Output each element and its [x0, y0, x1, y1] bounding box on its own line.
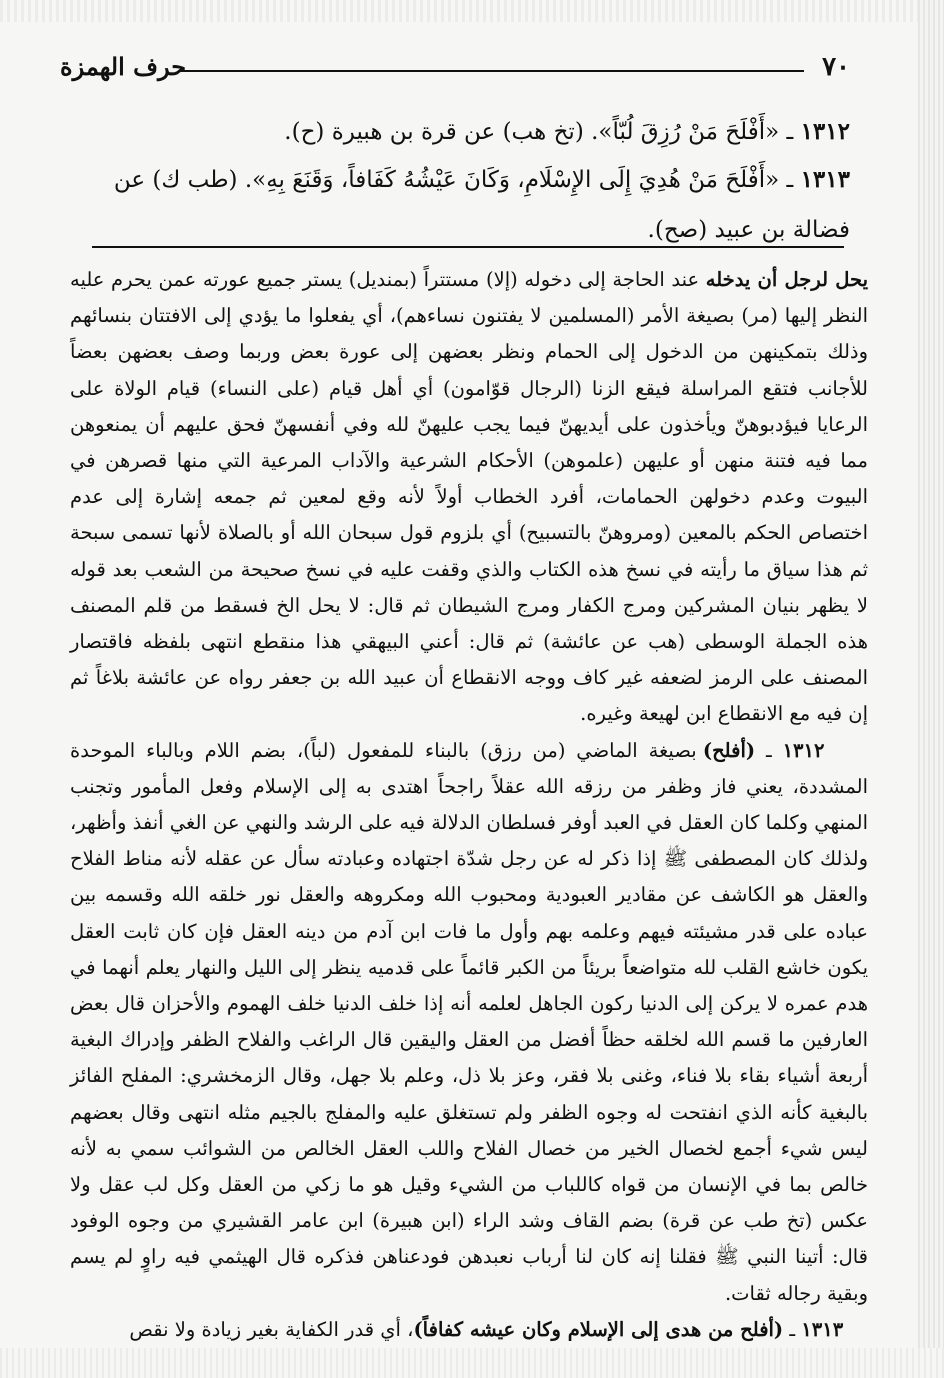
running-title: حرف الهمزة [60, 52, 187, 81]
hadith-text: «أَفْلَحَ مَنْ هُدِيَ إِلَى الإِسْلَامِ، وَكَانَ عَيْشُهُ كَفَافاً، وَقَنَعَ بِهِ». (طب ك) عن فضالة بن عبيد (صح). [113, 167, 850, 243]
page-header [60, 52, 850, 92]
commentary-lead: (أفلح) [702, 738, 756, 762]
scan-edge-spine [918, 0, 944, 1378]
commentary-lead: يحل لرجل أن يدخله [705, 268, 868, 291]
hadith-number: ١٣١٢ [800, 118, 850, 145]
hadith-text: «أَفْلَحَ مَنْ رُزِقَ لُبّاً». (تخ هب) عن قرة بن هبيرة (ح). [284, 119, 780, 145]
scan-edge-top [0, 0, 944, 22]
commentary [70, 262, 868, 1348]
commentary-text: عند الحاجة إلى دخوله (إلا) مستتراً (بمنديل) يستر جميع عورته عمن يحرم عليه النظر إليها (مر) بصيغة الأمر (المسلمين لا يفتنون نساءهم)، أي يفعلوا ما يؤدي إلى الافتتان بنسائهم وذلك بتمكينهن من الدخول إلى الحمام ونظر بعضهن إلى عورة بعض وربما وصف بعضهن بعضاً للأجانب فتقع المراسلة فيقع الزنا (الرجال قوّامون) أي أهل قيام (على النساء) قيام الولاة على الرعايا فيؤدبوهنّ ويأخذون على أيديهنّ فيما يجب عليهنّ لله وفي أنفسهنّ فحق عليهم أن يمنعوهن مما فيه فتنة منهن أو عليهن (علموهن) الأحكام الشرعية والآداب المرعية التي منها قصرهن في البيوت وعدم دخولهن الحمامات، أفرد الخطاب أولاً لأنه وقع لمعين ثم جمعه إشارة إلى عدم اختصاص الحكم بالمعين (ومروهنّ بالتسبيح) أي بلزوم قول سبحان الله أو بالصلاة لأنها تسمى سبحة ثم هذا سياق ما رأيته في نسخ هذه الكتاب والذي وقفت عليه في نسخ صحيحة من الشعب بعد قوله لا يظهر بنيان المشركين ومرج الكفار ومرج الشيطان ثم قال: لا يحل الخ فسقط من قلم المصنف هذه الجملة الوسطى (هب عن عائشة) ثم قال: أعني البيهقي هذا منقطع انتهى بلفظه فاقتصار المصنف على الرمز لضعفه غير كاف ووجه الانقطاع أن عبيد الله بن جعفر رواه عن عائشة بلاغاً ثم إن فيه مع الانقطاع ابن لهيعة وغيره. [70, 268, 868, 726]
commentary-continuation [70, 262, 868, 733]
commentary-number: ١٣١٢ [782, 738, 825, 762]
scan-edge-bottom [0, 1348, 944, 1378]
hadith-dash: ـ [779, 119, 801, 145]
hadith-dash: ـ [779, 167, 801, 193]
commentary-dash: ـ [755, 738, 783, 762]
commentary-1313 [70, 1312, 868, 1348]
commentary-dash: ـ [783, 1317, 802, 1341]
hadith-number: ١٣١٣ [800, 166, 850, 193]
commentary-text: بصيغة الماضي (من رزق) بالبناء للمفعول (لباً)، بضم اللام وبالباء الموحدة المشددة، يعني فاز وظفر من رزقه الله عقلاً راجحاً اهتدى به إلى الإسلام وفعل المأمور وتجنب المنهي وكلما كان العقل في العبد أوفر فسلطان الدلالة فيه على الرشد والنهي عن الغي أنفذ وأظهر، ولذلك كان المصطفى ﷺ إذا ذكر له عن رجل شدّة اجتهاده وعبادته سأل عن عقله لأنه مناط الفلاح والعقل هو الكاشف عن مقادير العبودية ومحبوب الله ومكروهه والعقل نور خلقه الله وقسمه بين عباده على قدر مشيئته فيهم وعلمه بهم وأول ما فات ابن آدم من دينه العقل فإن كان ثابت العقل يكون خاشع القلب لله متواضعاً بريئاً من الكبر قائماً على قدميه ينظر إلى الليل والنهار يعلم أنهما في هدم عمره لا يركن إلى الدنيا ركون الجاهل لعلمه أنه إذا خلف الدنيا خلف الهموم والأحزان قال بعض العارفين ما قسم الله لخلقه حظاً أفضل من العقل واليقين قال الراغب والفلاح الظفر وإدراك البغية أربعة أشياء بقاء بلا فناء، وغنى بلا فقر، وعز بلا ذل، وعلم بلا جهل، وقال الزمخشري: المفلح الفائز بالبغية كأنه الذي انفتحت له وجوه الظفر ولم تستغلق عليه والمفلج بالجيم مثله انتهى وقال بعضهم ليس شيء أجمع لخصال الخير من خصال الفلاح واللب العقل الخالص من الشوائب سمي به لأنه خالص بما في الإنسان من قواه كاللباب من الشيء وقيل هو ما زكي من العقل وكل لب عقل ولا عكس (تخ طب عن قرة) بضم القاف وشد الراء (ابن هبيرة) ابن عامر القشيري من وجوه الوفود قال: أتينا النبي ﷺ فقلنا إنه كان لنا أرباب نعبدهن فودعناهن فذكره قال الهيثمي فيه راوٍ لم يسم وبقية رجاله ثقات. [70, 738, 868, 1305]
page-number: ٧٠ [822, 52, 850, 82]
commentary-number: ١٣١٣ [801, 1317, 844, 1341]
commentary-1312 [70, 733, 868, 1312]
commentary-text: ، أي قدر الكفاية بغير زيادة ولا نقص [129, 1317, 414, 1341]
commentary-lead: (أفلح من هدى إلى الإسلام وكان عيشه كفافاً) [413, 1317, 784, 1341]
hadith-1313 [70, 155, 850, 255]
hadith-1312 [70, 107, 850, 157]
text-commentary-separator [92, 246, 844, 248]
header-rule [180, 70, 804, 72]
